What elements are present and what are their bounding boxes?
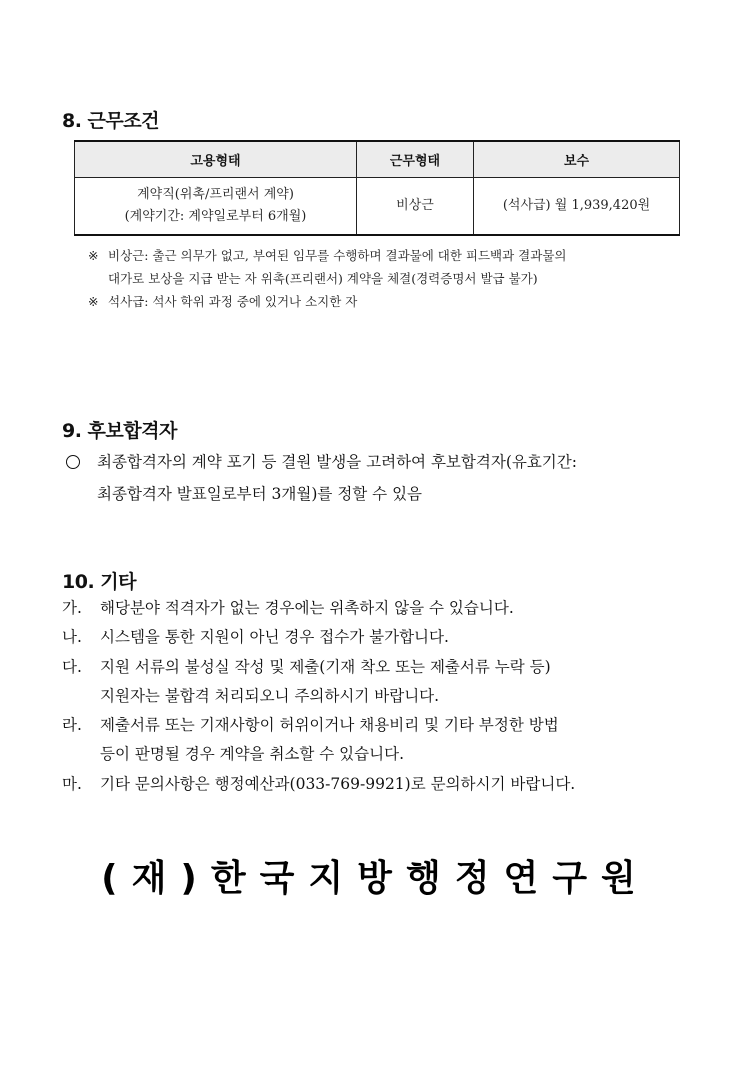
section-9-title: 9. 후보합격자 — [62, 420, 177, 442]
list-item-line: 제출서류 또는 기재사항이 허위이거나 채용비리 및 기타 부정한 방법 — [100, 716, 559, 735]
section-10-title: 10. 기타 — [62, 571, 136, 593]
list-item-line: 시스템을 통한 지원이 아닌 경우 접수가 불가합니다. — [100, 628, 449, 647]
reserve-candidate-text — [66, 446, 706, 510]
list-item-line: 지원 서류의 불성실 작성 및 제출(기재 착오 또는 제출서류 누락 등) — [100, 657, 551, 676]
employment-type-line1: 계약직(위촉/프리랜서 계약) — [137, 186, 294, 202]
etc-list — [62, 594, 702, 799]
note-item — [88, 244, 688, 290]
list-item-line: 해당분야 적격자가 없는 경우에는 위촉하지 않을 수 있습니다. — [100, 599, 514, 617]
list-item — [62, 623, 702, 652]
table-notes — [88, 244, 688, 313]
bullet-line: 최종합격자의 계약 포기 등 결원 발생을 고려하여 후보합격자(유효기간: — [97, 453, 577, 471]
list-item-label: 가. — [62, 599, 82, 617]
list-item-label: 마. — [62, 774, 82, 793]
header-pay: 보수 — [474, 141, 680, 177]
list-item-label: 다. — [62, 657, 82, 676]
note-line: 석사급: 석사 학위 과정 중에 있거나 소지한 자 — [108, 294, 358, 309]
list-item — [62, 770, 702, 799]
list-item — [62, 711, 702, 770]
working-conditions-table — [74, 140, 680, 236]
header-employment-type: 고용형태 — [75, 141, 357, 177]
table-header-row — [75, 141, 680, 177]
cell-pay: (석사급) 월 1,939,420원 — [474, 177, 680, 235]
table-row — [75, 177, 680, 235]
note-line: 비상근: 출근 의무가 없고, 부여된 임무를 수행하며 결과물에 대한 피드백과 결과물의 — [108, 248, 567, 263]
cell-work-type: 비상근 — [357, 177, 474, 235]
reference-mark-icon: ※ — [88, 294, 99, 309]
note-item — [88, 290, 688, 313]
list-item-label: 나. — [62, 628, 82, 647]
list-item-line: 지원자는 불합격 처리되오니 주의하시기 바랍니다. — [100, 686, 440, 705]
note-line: 대가로 보상을 지급 받는 자 위촉(프리랜서) 계약을 체결(경력증명서 발급 불가) — [108, 271, 538, 286]
organization-name: (재)한국지방행정연구원 — [101, 858, 650, 899]
circle-bullet-icon — [66, 455, 80, 469]
cell-employment-type — [75, 177, 357, 235]
employment-type-line2: (계약기간: 계약일로부터 6개월) — [124, 208, 307, 224]
section-8-title: 8. 근무조건 — [62, 110, 159, 132]
list-item-line: 등이 판명될 경우 계약을 취소할 수 있습니다. — [100, 745, 405, 764]
list-item — [62, 594, 702, 623]
reference-mark-icon: ※ — [88, 248, 99, 263]
list-item-label: 라. — [62, 716, 82, 735]
list-item — [62, 653, 702, 712]
bullet-line: 최종합격자 발표일로부터 3개월)를 정할 수 있음 — [97, 485, 423, 503]
list-item-line: 기타 문의사항은 행정예산과(033-769-9921)로 문의하시기 바랍니다. — [100, 774, 576, 793]
header-work-type: 근무형태 — [357, 141, 474, 177]
